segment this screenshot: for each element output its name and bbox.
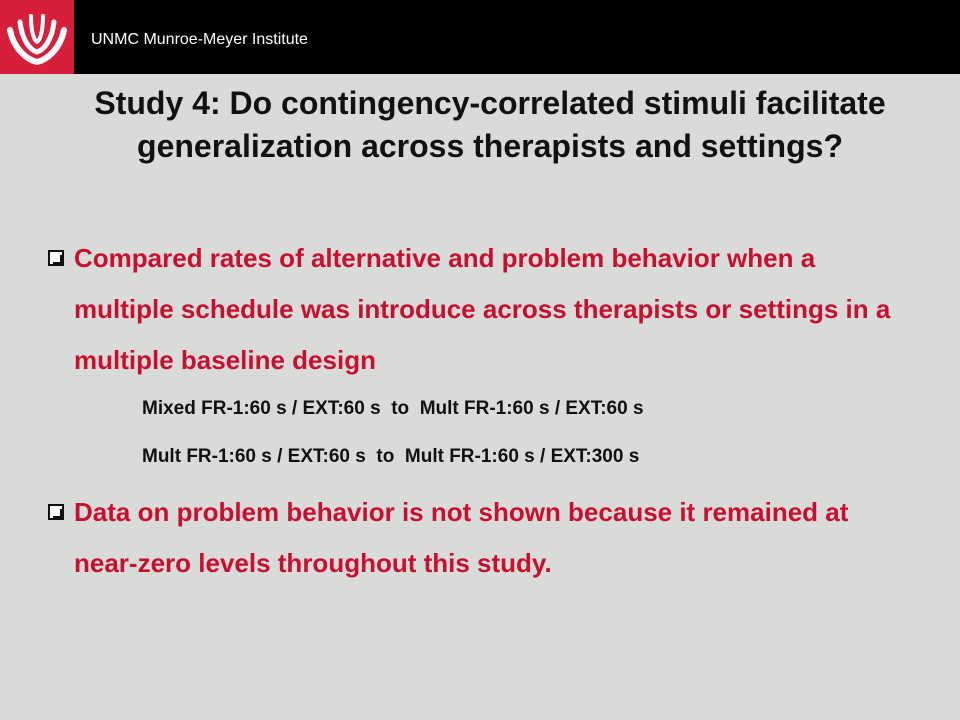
schedule-line-1: Mixed FR-1:60 s / EXT:60 s to Mult FR-1:60 s / EXT:60 s bbox=[142, 398, 644, 419]
bullet-2-text: Data on problem behavior is not shown because it remained at near-zero levels throughout this study. bbox=[74, 497, 849, 578]
bullet-1-text: Compared rates of alternative and problem behavior when a multiple schedule was introduce across therapists or settings in a multiple baseline design bbox=[74, 243, 891, 375]
schedule-line-2: Mult FR-1:60 s / EXT:60 s to Mult FR-1:60 s / EXT:300 s bbox=[142, 446, 640, 467]
bullet-2 bbox=[48, 487, 908, 589]
institute-name: UNMC Munroe-Meyer Institute bbox=[91, 31, 308, 48]
header-bar bbox=[0, 0, 960, 74]
bullet-1 bbox=[48, 233, 908, 386]
unmc-logo-icon bbox=[0, 0, 74, 74]
slide-title: Study 4: Do contingency-correlated stimuli facilitate generalization across therapists and settings? bbox=[94, 85, 886, 164]
checkbox-icon bbox=[48, 250, 64, 266]
checkbox-icon bbox=[48, 504, 64, 520]
